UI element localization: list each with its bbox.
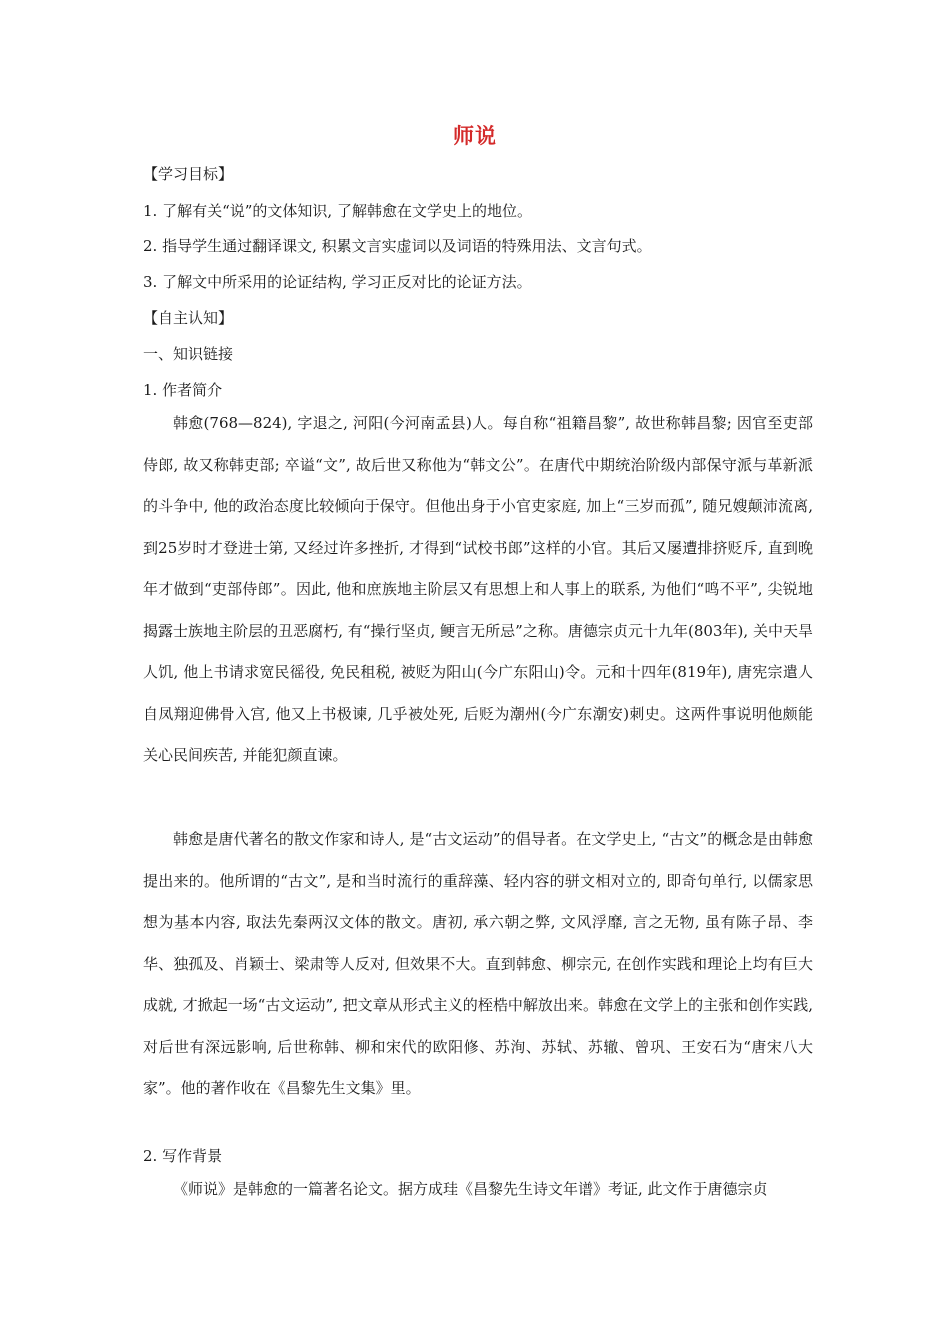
page-title: 师说 [453, 124, 497, 148]
goals-heading: 【学习目标】 [143, 165, 234, 183]
self-heading: 【自主认知】 [143, 309, 234, 327]
section-heading-knowledge: 一、知识链接 [143, 345, 234, 363]
paragraph-literary-role: 韩愈是唐代著名的散文作家和诗人, 是“古文运动”的倡导者。在文学史上, “古文”的概念是由韩愈提出来的。他所谓的“古文”, 是和当时流行的重辞藻、轻内容的骈文相对立的, 即奇句单行, 以儒家思想为基本内容, 取法先秦两汉文体的散文。唐初, 承六朝之弊, 文风浮靡, 言之无物, 虽有陈子昂、李华、独孤及、肖颖士、梁肃等人反对, 但效果不大。直到韩愈、柳宗元, 在创作实践和理论上均有巨大成就, 才掀起一场“古文运动”, 把文章从形式主义的桎梏中解放出来。韩愈在文学上的主张和创作实践, 对后世有深远影响, 后世称韩、柳和宋代的欧阳修、苏洵、苏轼、苏辙、曾巩、王安石为“唐宋八大家”。他的著作收在《昌黎先生文集》里。 [143, 830, 813, 1097]
goal-item-2: 2. 指导学生通过翻译课文, 积累文言实虚词以及词语的特殊用法、文言句式。 [143, 237, 652, 255]
paragraph-author-bio: 韩愈(768—824), 字退之, 河阳(今河南孟县)人。每自称“祖籍昌黎”, 故世称韩昌黎; 因官至吏部侍郎, 故又称韩吏部; 卒谥“文”, 故后世又称他为“韩文公”。在唐代中期统治阶级内部保守派与革新派的斗争中, 他的政治态度比较倾向于保守。但他出身于小官吏家庭, 加上“三岁而孤”, 随兄嫂颠沛流离, 到25岁时才登进士第, 又经过许多挫折, 才得到“试校书郎”这样的小官。其后又屡遭排挤贬斥, 直到晚年才做到“吏部侍郎”。因此, 他和庶族地主阶层又有思想上和人事上的联系, 为他们“鸣不平”, 尖锐地揭露士族地主阶层的丑恶腐朽, 有“操行坚贞, 鲠言无所忌”之称。唐德宗贞元十九年(803年), 关中天旱人饥, 他上书请求宽民徭役, 免民租税, 被贬为阳山(今广东阳山)令。元和十四年(819年), 唐宪宗遣人自凤翔迎佛骨入宫, 他又上书极谏, 几乎被处死, 后贬为潮州(今广东潮安)刺史。这两件事说明他颇能关心民间疾苦, 并能犯颜直谏。 [143, 414, 813, 764]
goal-item-3: 3. 了解文中所采用的论证结构, 学习正反对比的论证方法。 [143, 273, 532, 291]
paragraph-background: 《师说》是韩愈的一篇著名论文。据方成珪《昌黎先生诗文年谱》考证, 此文作于唐德宗贞 [173, 1180, 768, 1198]
subheading-author: 1. 作者简介 [143, 381, 223, 399]
subheading-background: 2. 写作背景 [143, 1147, 223, 1165]
goal-item-1: 1. 了解有关“说”的文体知识, 了解韩愈在文学史上的地位。 [143, 202, 532, 220]
